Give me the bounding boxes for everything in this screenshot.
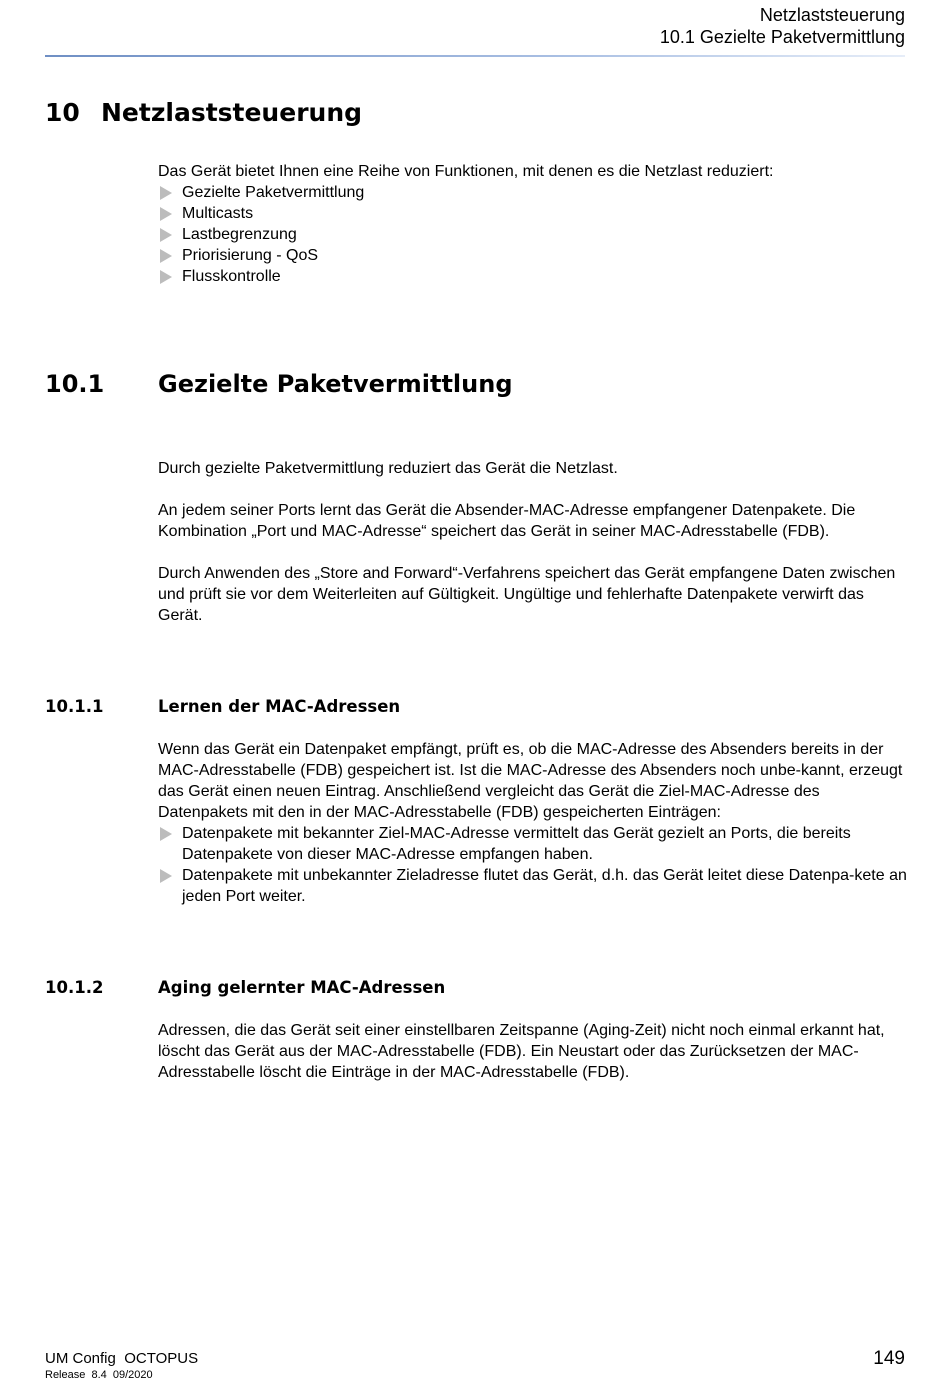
bullet-triangle-icon bbox=[160, 869, 172, 883]
page-number: 149 bbox=[873, 1348, 905, 1369]
bullet-triangle-icon bbox=[160, 228, 172, 242]
section-paragraph-2: An jedem seiner Ports lernt das Gerät die Absender-MAC-Adresse empfangener Datenpakete. Die Kombination „Port und MAC-Adresse“ speichert das Gerät in seiner MAC-Adresstabelle (FDB). bbox=[158, 502, 856, 540]
list-item: Gezielte Paketvermittlung bbox=[158, 182, 908, 203]
subsection-1-text: Wenn das Gerät ein Datenpaket empfängt, prüft es, ob die MAC-Adresse des Absenders bereits in der MAC-Adresstabelle (FDB) gespeichert ist. Ist die MAC-Adresse des Absenders noch unbe-kannt, erzeugt das Gerät einen neuen Eintrag. Anschließend vergleicht das Gerät die Ziel-MAC-Adresse des Datenpakets mit den in der MAC-Adresstabelle (FDB) gespeicherten Einträgen: bbox=[158, 741, 903, 821]
bullet-triangle-icon bbox=[160, 249, 172, 263]
subsection-2-body bbox=[158, 1020, 908, 1083]
subsection-1-body bbox=[158, 739, 908, 907]
chapter-intro-block bbox=[158, 161, 908, 287]
subsection-heading-2 bbox=[45, 978, 445, 997]
subsection-number: 10.1.1 bbox=[45, 697, 104, 716]
chapter-intro: Das Gerät bietet Ihnen eine Reihe von Funktionen, mit denen es die Netzlast reduziert: bbox=[158, 163, 774, 180]
subsection-1-bullet-list bbox=[158, 823, 908, 907]
list-item: Lastbegrenzung bbox=[158, 224, 908, 245]
list-item: Datenpakete mit bekannter Ziel-MAC-Adresse vermittelt das Gerät gezielt an Ports, die bereits Datenpakete von dieser MAC-Adresse empfangen haben. bbox=[158, 823, 908, 865]
section-heading bbox=[45, 370, 513, 398]
subsection-title: Aging gelernter MAC-Adressen bbox=[158, 978, 446, 997]
subsection-heading-1 bbox=[45, 697, 400, 716]
bullet-triangle-icon bbox=[160, 827, 172, 841]
footer-doc-title: UM Config OCTOPUS bbox=[45, 1350, 199, 1367]
chapter-heading bbox=[45, 98, 362, 127]
chapter-number: 10 bbox=[45, 98, 80, 127]
chapter-bullet-list bbox=[158, 182, 908, 287]
running-header bbox=[660, 4, 905, 48]
list-item: Datenpakete mit unbekannter Zieladresse flutet das Gerät, d.h. das Gerät leitet diese Datenpa-kete an jeden Port weiter. bbox=[158, 865, 908, 907]
header-section: 10.1 Gezielte Paketvermittlung bbox=[659, 27, 905, 47]
header-divider bbox=[45, 55, 905, 57]
bullet-triangle-icon bbox=[160, 186, 172, 200]
section-number: 10.1 bbox=[45, 370, 105, 398]
bullet-triangle-icon bbox=[160, 207, 172, 221]
footer-doc-info bbox=[45, 1350, 198, 1382]
list-item: Flusskontrolle bbox=[158, 266, 908, 287]
bullet-triangle-icon bbox=[160, 270, 172, 284]
section-paragraph-1: Durch gezielte Paketvermittlung reduziert das Gerät die Netzlast. bbox=[158, 460, 618, 477]
chapter-title: Netzlaststeuerung bbox=[101, 98, 363, 127]
footer-release: Release 8.4 09/2020 bbox=[45, 1369, 153, 1381]
subsection-title: Lernen der MAC-Adressen bbox=[158, 697, 401, 716]
section-paragraph-3: Durch Anwenden des „Store and Forward“-Verfahrens speichert das Gerät empfangene Daten zwischen und prüft sie vor dem Weiterleiten auf Gültigkeit. Ungültige und fehlerhafte Datenpakete verwirft das Gerät. bbox=[158, 565, 896, 624]
header-chapter: Netzlaststeuerung bbox=[759, 5, 905, 25]
subsection-number: 10.1.2 bbox=[45, 978, 104, 997]
section-title: Gezielte Paketvermittlung bbox=[158, 370, 513, 398]
subsection-2-text: Adressen, die das Gerät seit einer einstellbaren Zeitspanne (Aging-Zeit) nicht noch einmal erkannt hat, löscht das Gerät aus der MAC-Adresstabelle (FDB). Ein Neustart oder das Zurücksetzen der MAC-Adresstabelle löscht die Einträge in der MAC-Adresstabelle (FDB). bbox=[158, 1022, 885, 1081]
list-item: Multicasts bbox=[158, 203, 908, 224]
list-item: Priorisierung - QoS bbox=[158, 245, 908, 266]
